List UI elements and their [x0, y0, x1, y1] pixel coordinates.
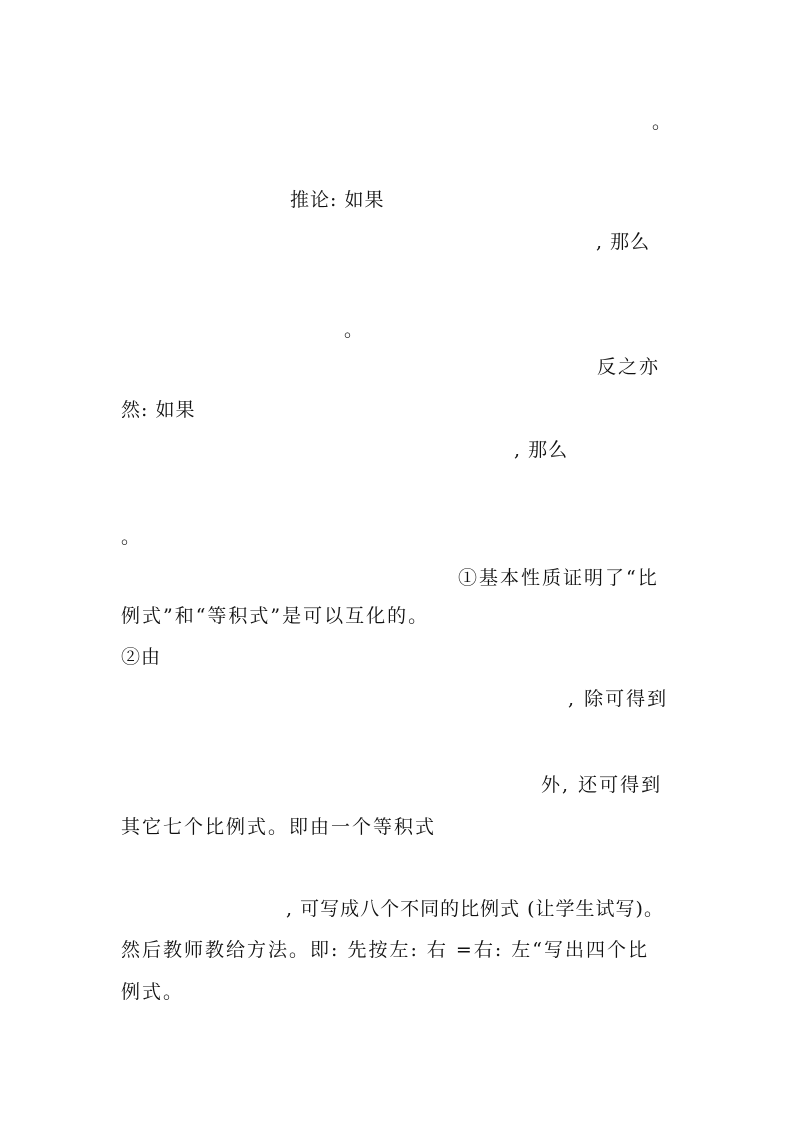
text-fragment: 。 — [344, 319, 365, 341]
text-fragment: 推论: 如果 — [290, 189, 385, 211]
text-fragment: 反之亦 — [597, 356, 661, 378]
text-fragment: 然: 如果 — [121, 399, 196, 421]
text-fragment: 例式。 — [121, 981, 185, 1003]
text-fragment: ②由 — [121, 646, 162, 668]
text-fragment: , 除可得到 — [568, 688, 669, 710]
text-fragment: , 那么 — [596, 231, 651, 253]
text-fragment: 。 — [121, 526, 142, 548]
text-fragment: ①基本性质证明了“比 — [458, 567, 659, 589]
text-fragment: 其它七个比例式。即由一个等积式 — [121, 816, 437, 838]
text-fragment: 。 — [652, 111, 673, 133]
text-fragment: , 可写成八个不同的比例式 (让学生试写)。 — [286, 898, 664, 920]
text-fragment: 外, 还可得到 — [541, 774, 663, 796]
text-fragment: 然后教师教给方法。即: 先按左: 右 =右: 左“写出四个比 — [121, 939, 649, 961]
text-fragment: , 那么 — [514, 439, 569, 461]
text-fragment: 例式”和“等积式”是可以互化的。 — [121, 605, 430, 627]
